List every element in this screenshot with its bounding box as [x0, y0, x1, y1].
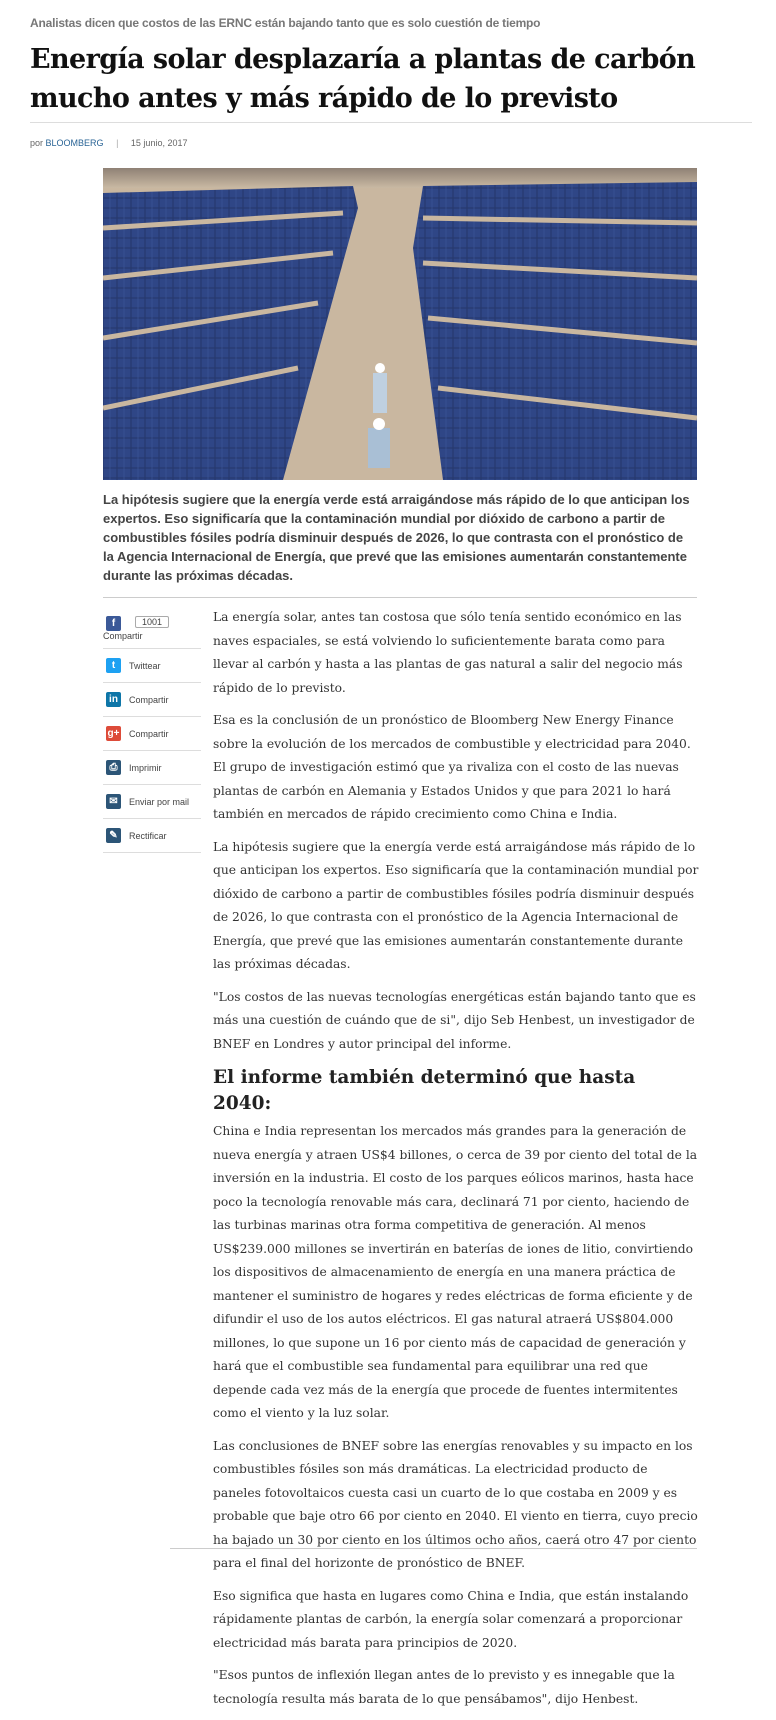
- twitter-icon: t: [106, 658, 121, 673]
- printer-icon: ⎙: [106, 760, 121, 775]
- mail-button[interactable]: [103, 785, 201, 819]
- print-button[interactable]: [103, 751, 201, 785]
- byline: [30, 138, 187, 148]
- paragraph: Las conclusiones de BNEF sobre las energías renovables y su impacto en los combustibles fósiles son más dramáticas. La electricidad producto de paneles fotovoltaicos cuesta casi un cuarto de lo que costaba en 2009 y es probable que baje otro 66 por ciento en 2040. El viento en tierra, cuyo precio ha bajado un 30 por ciento en los últimos ocho años, caerá otro 47 por ciento para el final del horizonte de pronóstico de BNEF.: [213, 1438, 698, 1570]
- divider: [103, 597, 697, 598]
- linkedin-icon: in: [106, 692, 121, 707]
- google-label: Compartir: [129, 728, 169, 739]
- paragraph: Esa es la conclusión de un pronóstico de Bloomberg New Energy Finance sobre la evolución de los mercados de combustible y electricidad para 2040. El grupo de investigación estimó que ya rivaliza con el costo de las nuevas plantas de carbón en Alemania y Estados Unidos y que para 2021 lo hará también en mercados de rápido crecimiento como China e India.: [213, 713, 691, 821]
- share-linkedin[interactable]: [103, 683, 201, 717]
- kicker: Analistas dicen que costos de las ERNC están bajando tanto que es solo cuestión de tiempo: [30, 16, 541, 30]
- facebook-count: 1001: [135, 616, 169, 628]
- google-plus-icon: g+: [107, 728, 120, 739]
- print-label: Imprimir: [129, 762, 162, 773]
- divider: [170, 1548, 697, 1549]
- byline-prefix: por: [30, 138, 44, 148]
- article-body: [213, 606, 699, 1720]
- pencil-icon: ✎: [106, 828, 121, 843]
- share-twitter[interactable]: [103, 649, 201, 683]
- share-google[interactable]: [103, 717, 201, 751]
- image-caption: La hipótesis sugiere que la energía verde está arraigándose más rápido de lo que anticipan los expertos. Eso significaría que la contaminación mundial por dióxido de carbono a partir de combustibles fósiles podría disminuir después de 2026, lo que contrasta con el pronóstico de la Agencia Internacional de Energía, que prevé que las emisiones aumentarán constantemente durante las próximas décadas.: [103, 492, 690, 583]
- correct-button[interactable]: [103, 819, 201, 853]
- paragraph: China e India representan los mercados más grandes para la generación de nueva energía y atraen US$4 billones, o cerca de 39 por ciento del total de la inversión en la industria. El costo de los parques eólicos marinos, hasta hace poco la tecnología renovable más cara, declinará 71 por ciento, haciendo de las turbinas marinas otra forma competitiva de generación. Al menos US$239.000 millones se invertirán en baterías de iones de litio, convirtiendo los dispositivos de almacenamiento de energía en una manera práctica de mantener el suministro de hogares y redes eléctricas de forma eficiente y de difundir el uso de los autos eléctricos. El gas natural atraerá US$804.000 millones, lo que supone un 16 por ciento más de capacidad de generación y hará que el combustible sea fundamental para equilibrar una red que depende cada vez más de la energía que procede de fuentes intermitentes como el viento y la luz solar.: [213, 1124, 698, 1420]
- share-bar: [103, 612, 201, 853]
- twitter-label: Twittear: [129, 660, 161, 671]
- paragraph: La hipótesis sugiere que la energía verde está arraigándose más rápido de lo que anticipan los expertos. Eso significaría que la contaminación mundial por dióxido de carbono a partir de combustibles fósiles podría disminuir después de 2026, lo que contrasta con el pronóstico de la Agencia Internacional de Energía, que prevé que las emisiones aumentarán constantemente durante las próximas décadas.: [213, 839, 699, 971]
- section-heading: El informe también determinó que hasta 2040:: [213, 1067, 636, 1114]
- paragraph: "Esos puntos de inflexión llegan antes de lo previsto y es innegable que la tecnología resulta más barata de lo que pensábamos", dijo Henbest.: [213, 1668, 675, 1706]
- facebook-label: Compartir: [103, 631, 143, 641]
- linkedin-label: Compartir: [129, 694, 169, 705]
- paragraph: Eso significa que hasta en lugares como China e India, que están instalando rápidamente plantas de carbón, la energía solar comenzará a proporcionar electricidad más barata para principios de 2020.: [213, 1588, 689, 1650]
- correct-label: Rectificar: [129, 830, 167, 841]
- mail-label: Enviar por mail: [129, 796, 190, 807]
- share-facebook[interactable]: [103, 612, 201, 649]
- date: 15 junio, 2017: [130, 138, 188, 148]
- paragraph: La energía solar, antes tan costosa que sólo tenía sentido económico en las naves espaciales, se está volviendo lo suficientemente barata como para llevar al carbón y hasta a las plantas de gas natural a salir del negocio más rápido de lo previsto.: [213, 610, 683, 695]
- page-title: Energía solar desplazaría a plantas de carbón mucho antes y más rápido de lo previsto: [30, 44, 696, 114]
- facebook-icon: f: [106, 616, 121, 631]
- paragraph: "Los costos de las nuevas tecnologías energéticas están bajando tanto que es más una cuestión de cuándo que de si", dijo Seb Henbest, un investigador de BNEF en Londres y autor principal del informe.: [213, 989, 696, 1051]
- divider: [30, 122, 752, 123]
- mail-icon: ✉: [106, 794, 121, 809]
- separator: |: [116, 138, 119, 148]
- solar-panels-photo: [103, 168, 697, 480]
- author-link[interactable]: BLOOMBERG: [45, 138, 104, 148]
